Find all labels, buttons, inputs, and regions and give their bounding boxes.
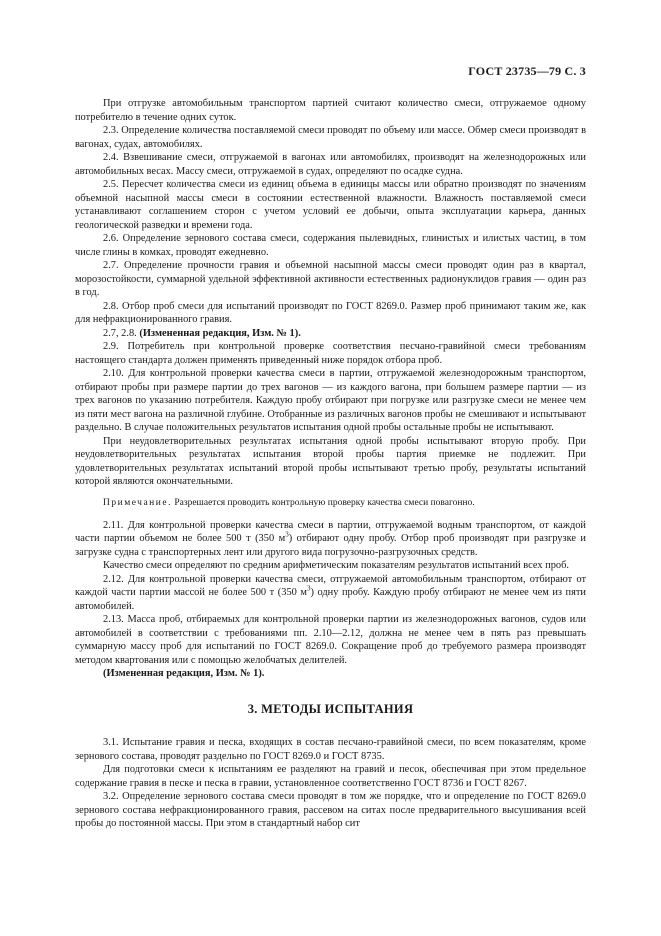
paragraph: 2.13. Масса проб, отбираемых для контрольной проверки партии из железнодорожных вагонов, судов или автомобилей в соответствии с требованиями пп. 2.10—2.12, должна не менее чем в пять раз превышать суммарную массу проб для испытаний по ГОСТ 8269.0. Сокращение проб до требуемого размера производят методом квартования или с помощью желобчатых делителей. bbox=[75, 614, 586, 666]
note-text: Разрешается проводить контрольную проверку качества смеси повагонно. bbox=[174, 497, 475, 508]
paragraph: 2.12. Для контрольной проверки качества смеси, отгружаемой автомобильным транспортом, отбирают от каждой части партии массой не более 500 т (350 $м^3$) одну пробу. Каждую пробу отбирают не менее чем из пяти автомобилей. bbox=[75, 573, 586, 612]
amendment-ref: 2.7, 2.8. bbox=[103, 327, 137, 339]
paragraph: 2.4. Взвешивание смеси, отгружаемой в вагонах или автомобилях, производят на железнодорожных или автомобильных весах. Массу смеси, отгружаемой в судах, определяют по осадке судна. bbox=[75, 152, 586, 177]
paragraph: 2.3. Определение количества поставляемой смеси проводят по объему или массе. Обмер смеси производят в вагонах, судах, автомобилях. bbox=[75, 125, 586, 150]
paragraph: 2.8. Отбор проб смеси для испытаний производят по ГОСТ 8269.0. Размер проб принимают таким же, как для нефракционированного гравия. bbox=[75, 300, 586, 325]
paragraph: Качество смеси определяют по средним арифметическим показателям результатов испытаний всех проб. bbox=[103, 560, 569, 571]
document-body bbox=[75, 97, 586, 831]
paragraph: При отгрузке автомобильным транспортом партией считают количество смеси, отгружаемое одному потребителю в течение одних суток. bbox=[75, 98, 586, 123]
paragraph: Для подготовки смеси к испытаниям ее разделяют на гравий и песок, обеспечивая при этом предельное содержание гравия в песке и песка в гравии, установленное соответственно ГОСТ 8736 и ГОСТ 8267. bbox=[75, 764, 586, 789]
section-title: 3. МЕТОДЫ ИСПЫТАНИЯ bbox=[247, 701, 414, 716]
paragraph: 2.10. Для контрольной проверки качества смеси в партии, отгружаемой железнодорожным транспортом, отбирают пробы при размере партии до трех вагонов — из каждого вагона, при большем размере партии — из трех вагонов по указанию потребителя. Каждую пробу отбирают при погрузке или разгрузке смеси не менее чем из пяти мест вагона на различной глубине. Отобранные из различных вагонов пробы не смешивают и испытывают раздельно. В случае положительных результатов испытания одной пробы остальные пробы не испытывают. bbox=[75, 368, 586, 433]
note bbox=[75, 497, 586, 509]
paragraph: 2.9. Потребитель при контрольной проверке соответствия песчано-гравийной смеси требованиям настоящего стандарта должен применять приведенный ниже порядок отбора проб. bbox=[75, 341, 586, 366]
paragraph: 3.1. Испытание гравия и песка, входящих в состав песчано-гравийной смеси, по всем показателям, кроме зернового состава, проводят раздельно по ГОСТ 8269.0 и ГОСТ 8735. bbox=[75, 737, 586, 762]
paragraph: 3.2. Определение зернового состава смеси проводят в том же порядке, что и определение по ГОСТ 8269.0 зернового состава нефракционированного гравия, рассевом на ситах после предварительного высушивания всей пробы до постоянной массы. При этом в стандартный набор сит bbox=[75, 791, 586, 829]
note-label: Примечание. bbox=[103, 497, 172, 508]
paragraph: 2.7. Определение прочности гравия и объемной насыпной массы смеси проводят один раз в квартал, морозостойкости, суммарной удельной эффективной активности естественных радионуклидов гравия — один раз в год. bbox=[75, 260, 586, 298]
amendment-note: (Измененная редакция, Изм. № 1). bbox=[139, 327, 301, 339]
page-header: ГОСТ 23735—79 С. 3 bbox=[468, 64, 586, 78]
paragraph: 2.6. Определение зернового состава смеси, содержания пылевидных, глинистых и илистых частиц, в том числе глины в комках, проводят ежедневно. bbox=[75, 233, 586, 258]
paragraph: 2.11. Для контрольной проверки качества смеси в партии, отгружаемой водным транспортом, от каждой части партии объемом не более 500 т (350 $м^3$) отбирают одну пробу. Отбор проб производят при разгрузке и загрузке судна с транспортерных лент или другого вида погрузочно-разгрузочных средств. bbox=[75, 519, 586, 558]
amendment-line bbox=[75, 327, 586, 341]
amendment-note: (Измененная редакция, Изм. № 1). bbox=[103, 668, 265, 679]
paragraph: 2.5. Пересчет количества смеси из единиц объема в единицы массы или обратно производят по значениям объемной насыпной массы смеси в состоянии естественной влажности. Влажность поставляемой смеси устанавливают соглашением сторон с учетом условий ее добычи, опыта эксплуатации карьера, данных геологической разведки и времени года. bbox=[75, 179, 586, 231]
paragraph: При неудовлетворительных результатах испытания одной пробы испытывают вторую пробу. При неудовлетворительных результатах испытания второй пробы партия приемке не подлежит. При удовлетворительных результатах испытаний второй пробы испытывают третью пробу, результаты испытаний которой являются окончательными. bbox=[75, 435, 586, 487]
